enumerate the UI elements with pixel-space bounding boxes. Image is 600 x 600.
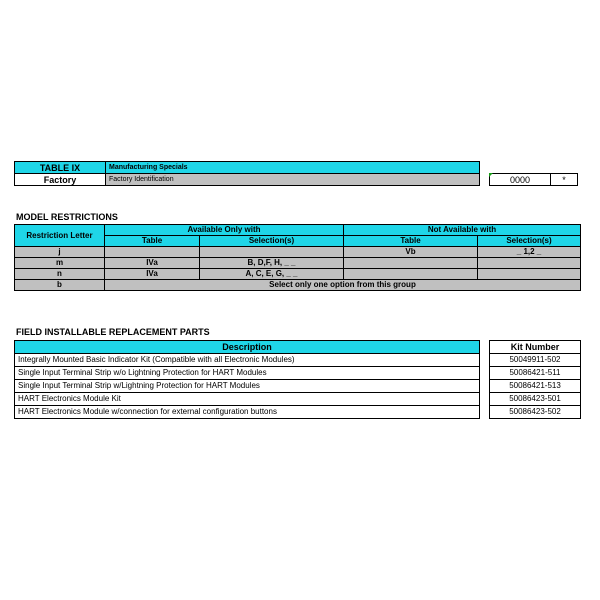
not-available-selections [478, 269, 581, 280]
part-description: HART Electronics Module w/connection for external configuration buttons [18, 407, 277, 416]
not-available-selections-header: Selection(s) [478, 236, 581, 247]
kit-number: 50086423-501 [490, 393, 581, 406]
part-row [15, 406, 480, 419]
part-row [15, 380, 480, 393]
not-available-table [344, 258, 478, 269]
available-table: IVa [105, 258, 200, 269]
table-ix [14, 161, 480, 186]
kit-row [490, 406, 581, 419]
kit-row [490, 354, 581, 367]
restriction-letter: n [15, 269, 105, 280]
not-available-table-header: Table [344, 236, 478, 247]
model-restrictions-heading: MODEL RESTRICTIONS [16, 212, 118, 222]
available-selections: A, C, E, G, _ _ [200, 269, 344, 280]
model-restrictions-table [14, 224, 581, 291]
kit-number: 50086423-502 [509, 407, 561, 416]
not-available-with-header: Not Available with [344, 225, 581, 236]
cell-comment-marker-icon [489, 173, 493, 177]
available-selections-header: Selection(s) [200, 236, 344, 247]
replacement-parts-table [14, 340, 480, 419]
kit-row [490, 367, 581, 380]
kit-number-table [489, 340, 581, 419]
factory-label: Factory [15, 174, 106, 186]
table-ix-title: Manufacturing Specials [106, 162, 480, 174]
kit-number: 50086421-513 [490, 380, 581, 393]
factory-code-box [489, 173, 578, 186]
restriction-row [15, 280, 581, 291]
not-available-selections [478, 258, 581, 269]
restriction-letter: j [15, 247, 105, 258]
available-table [105, 247, 200, 258]
available-selections: B, D,F, H, _ _ [200, 258, 344, 269]
restriction-row [15, 258, 581, 269]
kit-row [490, 380, 581, 393]
kit-number: 50049911-502 [490, 354, 581, 367]
factory-code: 0000 [490, 174, 551, 186]
restriction-letter: m [15, 258, 105, 269]
part-row [15, 393, 480, 406]
part-description: HART Electronics Module Kit [15, 393, 480, 406]
available-selections [200, 247, 344, 258]
replacement-parts-heading: FIELD INSTALLABLE REPLACEMENT PARTS [16, 327, 210, 337]
available-table: IVa [105, 269, 200, 280]
kit-number: 50086421-511 [490, 367, 581, 380]
kit-row [490, 393, 581, 406]
part-row [15, 354, 480, 367]
restriction-row [15, 247, 581, 258]
description-header: Description [15, 341, 480, 354]
available-only-with-header: Available Only with [105, 225, 344, 236]
not-available-table: Vb [344, 247, 478, 258]
table-ix-label: TABLE IX [15, 162, 106, 174]
part-row [15, 367, 480, 380]
not-available-table [344, 269, 478, 280]
restriction-letter-header: Restriction Letter [15, 225, 105, 247]
part-description: Single Input Terminal Strip w/Lightning Protection for HART Modules [15, 380, 480, 393]
part-description: Single Input Terminal Strip w/o Lightning Protection for HART Modules [15, 367, 480, 380]
not-available-selections: _ 1,2 _ [478, 247, 581, 258]
factory-code-suffix: * [551, 174, 578, 186]
part-description: Integrally Mounted Basic Indicator Kit (Compatible with all Electronic Modules) [15, 354, 480, 367]
available-table-header: Table [105, 236, 200, 247]
restriction-letter: b [15, 280, 105, 291]
restriction-note: Select only one option from this group [105, 280, 581, 291]
kit-number-header: Kit Number [490, 341, 581, 354]
factory-description: Factory Identification [106, 174, 480, 186]
restriction-row [15, 269, 581, 280]
